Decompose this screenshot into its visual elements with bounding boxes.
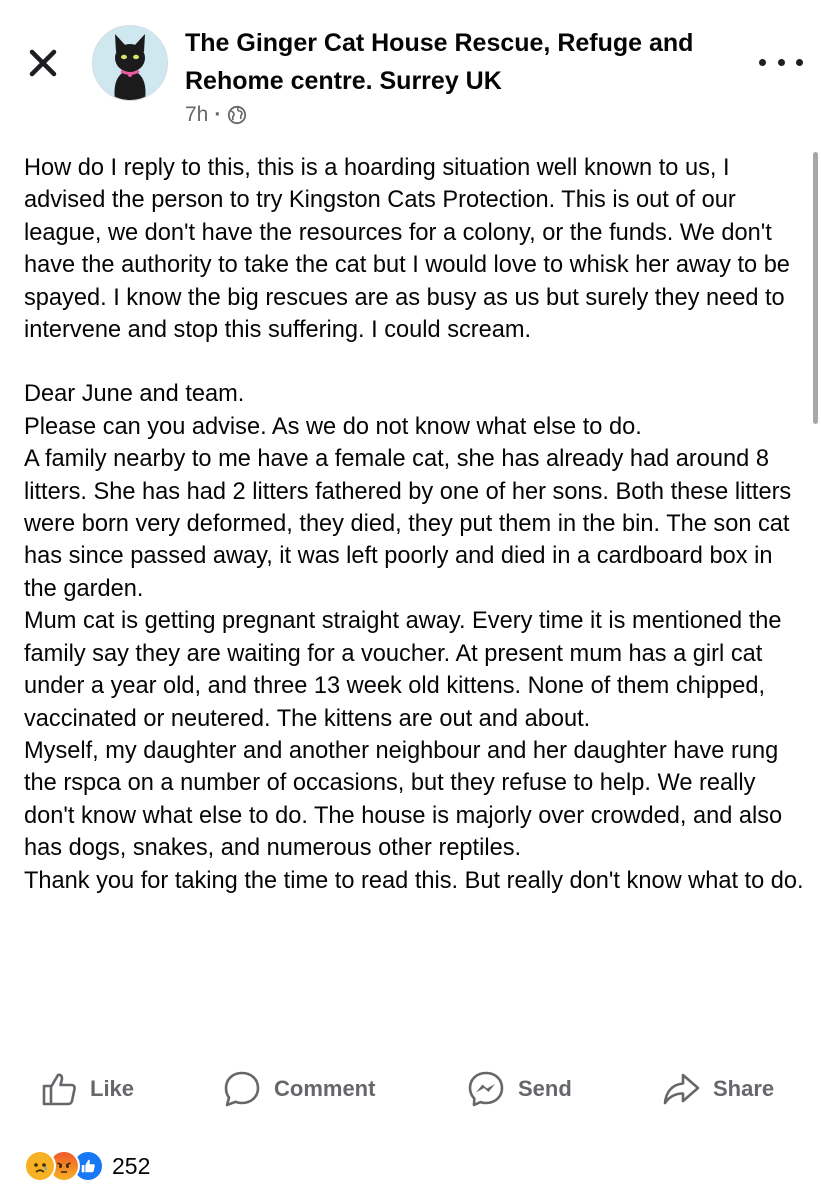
more-options-dot [796,59,803,66]
reaction-count: 252 [112,1152,151,1179]
comment-button[interactable] [222,1062,375,1116]
page-name[interactable]: The Ginger Cat House Rescue, Refuge and Rehome centre. Surrey UK [185,29,694,95]
post-paragraph: Dear June and team. Please can you advise. As we do not know what else to do. A family nearby to me have a female cat, she has already had around 8 litters. She has had 2 litters fathered by one of her sons. Both these litters were born very deformed, they died, they put them in the bin. The son cat has since passed away, it was left poorly and died in a cardboard box in the garden. Mum cat is getting pregnant straight away. Every time it is mentioned the family say they are waiting for a voucher. At present mum has a girl cat under a year old, and three 13 week old kittens. None of them chipped, vaccinated or neutered. The kittens are out and about. Myself, my daughter and another neighbour and her daughter have rung the rspca on a number of occasions, but they refuse to help. We really don't know what else to do. The house is majorly over crowded, and also has dogs, snakes, and numerous other reptiles. Thank you for taking the time to read this. But really don't know what to do. [24,381,804,894]
scrollbar[interactable] [813,152,818,424]
thumbs-up-icon [40,1070,78,1108]
post-paragraph: How do I reply to this, this is a hoarding situation well known to us, I advised the person to try Kingston Cats Protection. This is out of our league, we don't have the resources for a colony, or the funds. We don't have the authority to take the cat but I would love to whisk her away to be spayed. I know the big rescues are as busy as us but surely they need to intervene and stop this suffering. I could scream. [24,155,797,344]
send-button[interactable] [466,1062,572,1116]
like-button[interactable] [40,1062,134,1116]
close-icon [28,48,58,78]
like-label: Like [90,1076,135,1101]
more-options-dot [778,59,785,66]
post-text [24,152,804,897]
comment-bubble-icon [222,1069,262,1109]
more-options-button[interactable] [759,48,803,76]
globe-icon [227,105,247,125]
sad-reaction-icon [24,1150,56,1182]
timestamp[interactable]: 7h [185,103,209,126]
share-label: Share [713,1076,775,1101]
post-action-bar [0,1062,821,1116]
share-button[interactable] [661,1062,774,1116]
post-meta [185,100,247,130]
more-options-icon [759,59,766,66]
black-cat-avatar-image [93,26,167,100]
close-button[interactable] [22,42,64,84]
meta-separator: · [214,103,222,126]
send-label: Send [518,1076,572,1101]
reaction-summary[interactable] [24,1150,150,1182]
comment-label: Comment [274,1076,376,1101]
page-avatar[interactable] [92,25,168,101]
share-arrow-icon [661,1069,701,1109]
messenger-icon [466,1069,506,1109]
paragraph-gap [24,346,804,378]
